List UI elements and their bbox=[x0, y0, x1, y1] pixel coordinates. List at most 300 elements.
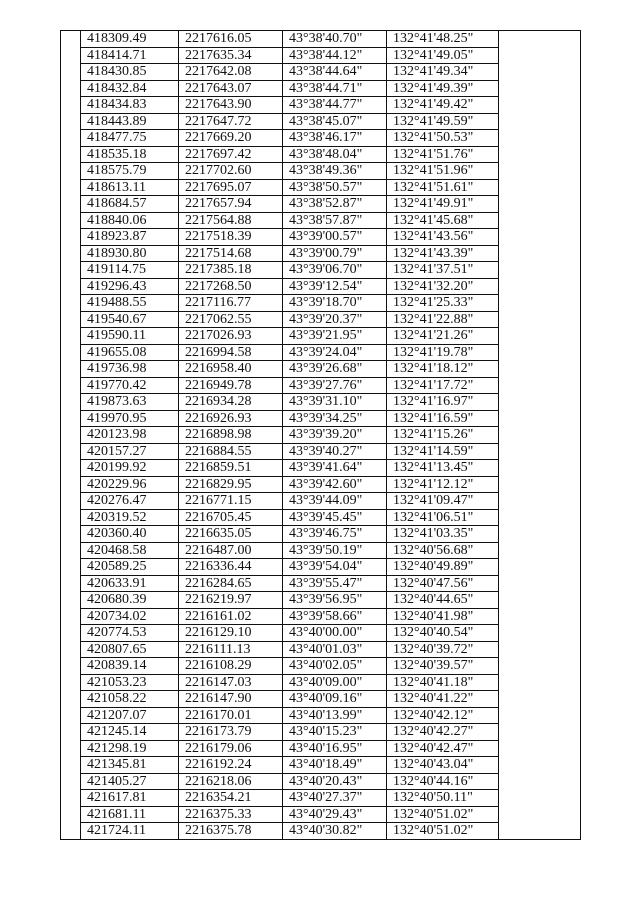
latitude-cell: 43°38'44.71" bbox=[283, 80, 387, 97]
x-coordinate-cell: 419770.42 bbox=[81, 377, 179, 394]
latitude-cell: 43°38'45.07" bbox=[283, 113, 387, 130]
table-row bbox=[61, 311, 581, 328]
longitude-cell: 132°41'21.26" bbox=[387, 328, 499, 345]
row-blank-left-cell bbox=[61, 641, 81, 658]
y-coordinate-cell: 2216375.33 bbox=[179, 806, 283, 823]
table-row bbox=[61, 674, 581, 691]
y-coordinate-cell: 2217026.93 bbox=[179, 328, 283, 345]
longitude-cell: 132°41'19.78" bbox=[387, 344, 499, 361]
latitude-cell: 43°38'48.04" bbox=[283, 146, 387, 163]
row-blank-right-cell bbox=[499, 361, 581, 378]
row-blank-right-cell bbox=[499, 575, 581, 592]
x-coordinate-cell: 418477.75 bbox=[81, 130, 179, 147]
row-blank-left-cell bbox=[61, 592, 81, 609]
table-row bbox=[61, 344, 581, 361]
row-blank-left-cell bbox=[61, 806, 81, 823]
x-coordinate-cell: 421681.11 bbox=[81, 806, 179, 823]
longitude-cell: 132°40'51.02" bbox=[387, 823, 499, 840]
latitude-cell: 43°39'31.10" bbox=[283, 394, 387, 411]
y-coordinate-cell: 2217643.90 bbox=[179, 97, 283, 114]
y-coordinate-cell: 2217616.05 bbox=[179, 31, 283, 48]
y-coordinate-cell: 2216173.79 bbox=[179, 724, 283, 741]
row-blank-right-cell bbox=[499, 229, 581, 246]
x-coordinate-cell: 419488.55 bbox=[81, 295, 179, 312]
latitude-cell: 43°40'27.37" bbox=[283, 790, 387, 807]
row-blank-right-cell bbox=[499, 740, 581, 757]
row-blank-left-cell bbox=[61, 658, 81, 675]
x-coordinate-cell: 418923.87 bbox=[81, 229, 179, 246]
x-coordinate-cell: 420734.02 bbox=[81, 608, 179, 625]
longitude-cell: 132°40'44.16" bbox=[387, 773, 499, 790]
longitude-cell: 132°41'03.35" bbox=[387, 526, 499, 543]
x-coordinate-cell: 421345.81 bbox=[81, 757, 179, 774]
x-coordinate-cell: 419114.75 bbox=[81, 262, 179, 279]
latitude-cell: 43°38'52.87" bbox=[283, 196, 387, 213]
longitude-cell: 132°41'18.12" bbox=[387, 361, 499, 378]
x-coordinate-cell: 419970.95 bbox=[81, 410, 179, 427]
x-coordinate-cell: 419590.11 bbox=[81, 328, 179, 345]
longitude-cell: 132°41'50.53" bbox=[387, 130, 499, 147]
longitude-cell: 132°40'42.47" bbox=[387, 740, 499, 757]
latitude-cell: 43°38'50.57" bbox=[283, 179, 387, 196]
y-coordinate-cell: 2217514.68 bbox=[179, 245, 283, 262]
latitude-cell: 43°38'44.77" bbox=[283, 97, 387, 114]
y-coordinate-cell: 2217669.20 bbox=[179, 130, 283, 147]
x-coordinate-cell: 418535.18 bbox=[81, 146, 179, 163]
longitude-cell: 132°41'17.72" bbox=[387, 377, 499, 394]
x-coordinate-cell: 418613.11 bbox=[81, 179, 179, 196]
x-coordinate-cell: 420199.92 bbox=[81, 460, 179, 477]
table-row bbox=[61, 328, 581, 345]
table-row bbox=[61, 80, 581, 97]
row-blank-right-cell bbox=[499, 773, 581, 790]
row-blank-left-cell bbox=[61, 625, 81, 642]
y-coordinate-cell: 2216934.28 bbox=[179, 394, 283, 411]
table-row bbox=[61, 658, 581, 675]
latitude-cell: 43°39'20.37" bbox=[283, 311, 387, 328]
latitude-cell: 43°39'21.95" bbox=[283, 328, 387, 345]
row-blank-left-cell bbox=[61, 757, 81, 774]
row-blank-left-cell bbox=[61, 443, 81, 460]
x-coordinate-cell: 420468.58 bbox=[81, 542, 179, 559]
latitude-cell: 43°39'54.04" bbox=[283, 559, 387, 576]
row-blank-left-cell bbox=[61, 229, 81, 246]
row-blank-right-cell bbox=[499, 559, 581, 576]
latitude-cell: 43°39'39.20" bbox=[283, 427, 387, 444]
table-row bbox=[61, 410, 581, 427]
row-blank-right-cell bbox=[499, 163, 581, 180]
table-row bbox=[61, 361, 581, 378]
x-coordinate-cell: 418575.79 bbox=[81, 163, 179, 180]
x-coordinate-cell: 420360.40 bbox=[81, 526, 179, 543]
x-coordinate-cell: 420633.91 bbox=[81, 575, 179, 592]
latitude-cell: 43°39'12.54" bbox=[283, 278, 387, 295]
row-blank-right-cell bbox=[499, 427, 581, 444]
latitude-cell: 43°39'55.47" bbox=[283, 575, 387, 592]
row-blank-right-cell bbox=[499, 493, 581, 510]
x-coordinate-cell: 419736.98 bbox=[81, 361, 179, 378]
y-coordinate-cell: 2216771.15 bbox=[179, 493, 283, 510]
latitude-cell: 43°39'40.27" bbox=[283, 443, 387, 460]
row-blank-left-cell bbox=[61, 311, 81, 328]
row-blank-right-cell bbox=[499, 757, 581, 774]
row-blank-right-cell bbox=[499, 146, 581, 163]
y-coordinate-cell: 2217647.72 bbox=[179, 113, 283, 130]
x-coordinate-cell: 420319.52 bbox=[81, 509, 179, 526]
table-row bbox=[61, 542, 581, 559]
latitude-cell: 43°38'57.87" bbox=[283, 212, 387, 229]
latitude-cell: 43°39'56.95" bbox=[283, 592, 387, 609]
row-blank-right-cell bbox=[499, 806, 581, 823]
x-coordinate-cell: 420807.65 bbox=[81, 641, 179, 658]
row-blank-left-cell bbox=[61, 724, 81, 741]
y-coordinate-cell: 2217643.07 bbox=[179, 80, 283, 97]
row-blank-right-cell bbox=[499, 526, 581, 543]
row-blank-left-cell bbox=[61, 163, 81, 180]
table-row bbox=[61, 460, 581, 477]
y-coordinate-cell: 2217116.77 bbox=[179, 295, 283, 312]
row-blank-left-cell bbox=[61, 295, 81, 312]
row-blank-left-cell bbox=[61, 790, 81, 807]
y-coordinate-cell: 2216147.03 bbox=[179, 674, 283, 691]
longitude-cell: 132°41'49.39" bbox=[387, 80, 499, 97]
longitude-cell: 132°40'40.54" bbox=[387, 625, 499, 642]
x-coordinate-cell: 420774.53 bbox=[81, 625, 179, 642]
x-coordinate-cell: 419540.67 bbox=[81, 311, 179, 328]
y-coordinate-cell: 2216375.78 bbox=[179, 823, 283, 840]
table-row bbox=[61, 823, 581, 840]
y-coordinate-cell: 2216111.13 bbox=[179, 641, 283, 658]
table-row bbox=[61, 146, 581, 163]
table-row bbox=[61, 740, 581, 757]
latitude-cell: 43°38'46.17" bbox=[283, 130, 387, 147]
row-blank-left-cell bbox=[61, 691, 81, 708]
row-blank-right-cell bbox=[499, 724, 581, 741]
y-coordinate-cell: 2216129.10 bbox=[179, 625, 283, 642]
row-blank-right-cell bbox=[499, 592, 581, 609]
longitude-cell: 132°41'37.51" bbox=[387, 262, 499, 279]
latitude-cell: 43°39'41.64" bbox=[283, 460, 387, 477]
longitude-cell: 132°40'43.04" bbox=[387, 757, 499, 774]
row-blank-right-cell bbox=[499, 542, 581, 559]
row-blank-left-cell bbox=[61, 559, 81, 576]
longitude-cell: 132°40'42.12" bbox=[387, 707, 499, 724]
y-coordinate-cell: 2216635.05 bbox=[179, 526, 283, 543]
y-coordinate-cell: 2216219.97 bbox=[179, 592, 283, 609]
y-coordinate-cell: 2216705.45 bbox=[179, 509, 283, 526]
table-row bbox=[61, 113, 581, 130]
x-coordinate-cell: 421617.81 bbox=[81, 790, 179, 807]
table-row bbox=[61, 295, 581, 312]
x-coordinate-cell: 420680.39 bbox=[81, 592, 179, 609]
row-blank-left-cell bbox=[61, 262, 81, 279]
y-coordinate-cell: 2216179.06 bbox=[179, 740, 283, 757]
latitude-cell: 43°39'42.60" bbox=[283, 476, 387, 493]
y-coordinate-cell: 2217642.08 bbox=[179, 64, 283, 81]
x-coordinate-cell: 418684.57 bbox=[81, 196, 179, 213]
row-blank-right-cell bbox=[499, 674, 581, 691]
row-blank-right-cell bbox=[499, 823, 581, 840]
row-blank-left-cell bbox=[61, 823, 81, 840]
y-coordinate-cell: 2216994.58 bbox=[179, 344, 283, 361]
y-coordinate-cell: 2216926.93 bbox=[179, 410, 283, 427]
latitude-cell: 43°38'40.70" bbox=[283, 31, 387, 48]
table-row bbox=[61, 757, 581, 774]
row-blank-right-cell bbox=[499, 113, 581, 130]
table-row bbox=[61, 245, 581, 262]
longitude-cell: 132°41'49.42" bbox=[387, 97, 499, 114]
latitude-cell: 43°40'29.43" bbox=[283, 806, 387, 823]
table-row bbox=[61, 559, 581, 576]
y-coordinate-cell: 2217635.34 bbox=[179, 47, 283, 64]
longitude-cell: 132°41'51.96" bbox=[387, 163, 499, 180]
row-blank-right-cell bbox=[499, 625, 581, 642]
latitude-cell: 43°40'01.03" bbox=[283, 641, 387, 658]
row-blank-left-cell bbox=[61, 113, 81, 130]
x-coordinate-cell: 421053.23 bbox=[81, 674, 179, 691]
row-blank-left-cell bbox=[61, 542, 81, 559]
row-blank-left-cell bbox=[61, 146, 81, 163]
y-coordinate-cell: 2216192.24 bbox=[179, 757, 283, 774]
latitude-cell: 43°38'49.36" bbox=[283, 163, 387, 180]
table-row bbox=[61, 196, 581, 213]
y-coordinate-cell: 2216949.78 bbox=[179, 377, 283, 394]
longitude-cell: 132°41'06.51" bbox=[387, 509, 499, 526]
longitude-cell: 132°40'41.22" bbox=[387, 691, 499, 708]
row-blank-left-cell bbox=[61, 427, 81, 444]
latitude-cell: 43°40'30.82" bbox=[283, 823, 387, 840]
table-row bbox=[61, 476, 581, 493]
row-blank-left-cell bbox=[61, 80, 81, 97]
table-row bbox=[61, 608, 581, 625]
longitude-cell: 132°40'39.72" bbox=[387, 641, 499, 658]
longitude-cell: 132°41'16.97" bbox=[387, 394, 499, 411]
y-coordinate-cell: 2217702.60 bbox=[179, 163, 283, 180]
row-blank-right-cell bbox=[499, 377, 581, 394]
latitude-cell: 43°39'00.79" bbox=[283, 245, 387, 262]
latitude-cell: 43°40'09.16" bbox=[283, 691, 387, 708]
row-blank-left-cell bbox=[61, 394, 81, 411]
y-coordinate-cell: 2217062.55 bbox=[179, 311, 283, 328]
latitude-cell: 43°39'50.19" bbox=[283, 542, 387, 559]
longitude-cell: 132°40'56.68" bbox=[387, 542, 499, 559]
longitude-cell: 132°41'13.45" bbox=[387, 460, 499, 477]
row-blank-right-cell bbox=[499, 344, 581, 361]
row-blank-left-cell bbox=[61, 212, 81, 229]
row-blank-left-cell bbox=[61, 493, 81, 510]
longitude-cell: 132°41'49.59" bbox=[387, 113, 499, 130]
table-row bbox=[61, 427, 581, 444]
latitude-cell: 43°40'00.00" bbox=[283, 625, 387, 642]
table-row bbox=[61, 443, 581, 460]
table-row bbox=[61, 394, 581, 411]
row-blank-left-cell bbox=[61, 278, 81, 295]
longitude-cell: 132°41'48.25" bbox=[387, 31, 499, 48]
row-blank-right-cell bbox=[499, 64, 581, 81]
table-row bbox=[61, 97, 581, 114]
y-coordinate-cell: 2216859.51 bbox=[179, 460, 283, 477]
row-blank-left-cell bbox=[61, 575, 81, 592]
longitude-cell: 132°40'51.02" bbox=[387, 806, 499, 823]
row-blank-left-cell bbox=[61, 460, 81, 477]
table-row bbox=[61, 64, 581, 81]
latitude-cell: 43°38'44.64" bbox=[283, 64, 387, 81]
row-blank-right-cell bbox=[499, 295, 581, 312]
x-coordinate-cell: 421058.22 bbox=[81, 691, 179, 708]
table-row bbox=[61, 691, 581, 708]
table-row bbox=[61, 575, 581, 592]
row-blank-right-cell bbox=[499, 608, 581, 625]
longitude-cell: 132°41'49.34" bbox=[387, 64, 499, 81]
table-row bbox=[61, 31, 581, 48]
y-coordinate-cell: 2216336.44 bbox=[179, 559, 283, 576]
table-row bbox=[61, 773, 581, 790]
coordinates-table bbox=[60, 30, 581, 840]
row-blank-right-cell bbox=[499, 31, 581, 48]
row-blank-right-cell bbox=[499, 212, 581, 229]
table-row bbox=[61, 806, 581, 823]
longitude-cell: 132°41'45.68" bbox=[387, 212, 499, 229]
y-coordinate-cell: 2217268.50 bbox=[179, 278, 283, 295]
row-blank-right-cell bbox=[499, 460, 581, 477]
longitude-cell: 132°41'25.33" bbox=[387, 295, 499, 312]
longitude-cell: 132°41'09.47" bbox=[387, 493, 499, 510]
table-row bbox=[61, 179, 581, 196]
row-blank-right-cell bbox=[499, 179, 581, 196]
x-coordinate-cell: 418443.89 bbox=[81, 113, 179, 130]
y-coordinate-cell: 2216284.65 bbox=[179, 575, 283, 592]
y-coordinate-cell: 2217695.07 bbox=[179, 179, 283, 196]
x-coordinate-cell: 418434.83 bbox=[81, 97, 179, 114]
row-blank-left-cell bbox=[61, 31, 81, 48]
table-row bbox=[61, 625, 581, 642]
longitude-cell: 132°41'12.12" bbox=[387, 476, 499, 493]
y-coordinate-cell: 2216829.95 bbox=[179, 476, 283, 493]
row-blank-right-cell bbox=[499, 47, 581, 64]
latitude-cell: 43°38'44.12" bbox=[283, 47, 387, 64]
table-row bbox=[61, 163, 581, 180]
x-coordinate-cell: 421245.14 bbox=[81, 724, 179, 741]
row-blank-right-cell bbox=[499, 97, 581, 114]
latitude-cell: 43°40'13.99" bbox=[283, 707, 387, 724]
y-coordinate-cell: 2216958.40 bbox=[179, 361, 283, 378]
table-row bbox=[61, 790, 581, 807]
y-coordinate-cell: 2217385.18 bbox=[179, 262, 283, 279]
latitude-cell: 43°40'02.05" bbox=[283, 658, 387, 675]
row-blank-left-cell bbox=[61, 97, 81, 114]
x-coordinate-cell: 420589.25 bbox=[81, 559, 179, 576]
longitude-cell: 132°41'43.56" bbox=[387, 229, 499, 246]
row-blank-left-cell bbox=[61, 196, 81, 213]
x-coordinate-cell: 419873.63 bbox=[81, 394, 179, 411]
x-coordinate-cell: 421298.19 bbox=[81, 740, 179, 757]
longitude-cell: 132°41'14.59" bbox=[387, 443, 499, 460]
row-blank-left-cell bbox=[61, 130, 81, 147]
x-coordinate-cell: 420123.98 bbox=[81, 427, 179, 444]
longitude-cell: 132°40'39.57" bbox=[387, 658, 499, 675]
y-coordinate-cell: 2217657.94 bbox=[179, 196, 283, 213]
x-coordinate-cell: 418432.84 bbox=[81, 80, 179, 97]
longitude-cell: 132°40'49.89" bbox=[387, 559, 499, 576]
latitude-cell: 43°39'34.25" bbox=[283, 410, 387, 427]
latitude-cell: 43°39'18.70" bbox=[283, 295, 387, 312]
y-coordinate-cell: 2216218.06 bbox=[179, 773, 283, 790]
x-coordinate-cell: 420839.14 bbox=[81, 658, 179, 675]
table-row bbox=[61, 707, 581, 724]
row-blank-left-cell bbox=[61, 179, 81, 196]
row-blank-right-cell bbox=[499, 509, 581, 526]
row-blank-left-cell bbox=[61, 674, 81, 691]
row-blank-right-cell bbox=[499, 443, 581, 460]
row-blank-right-cell bbox=[499, 311, 581, 328]
y-coordinate-cell: 2216170.01 bbox=[179, 707, 283, 724]
longitude-cell: 132°41'49.91" bbox=[387, 196, 499, 213]
table-row bbox=[61, 262, 581, 279]
row-blank-left-cell bbox=[61, 245, 81, 262]
latitude-cell: 43°39'46.75" bbox=[283, 526, 387, 543]
longitude-cell: 132°41'51.76" bbox=[387, 146, 499, 163]
row-blank-left-cell bbox=[61, 509, 81, 526]
row-blank-left-cell bbox=[61, 608, 81, 625]
latitude-cell: 43°39'00.57" bbox=[283, 229, 387, 246]
row-blank-right-cell bbox=[499, 476, 581, 493]
x-coordinate-cell: 420229.96 bbox=[81, 476, 179, 493]
latitude-cell: 43°40'16.95" bbox=[283, 740, 387, 757]
table-row bbox=[61, 526, 581, 543]
longitude-cell: 132°41'49.05" bbox=[387, 47, 499, 64]
row-blank-right-cell bbox=[499, 790, 581, 807]
row-blank-left-cell bbox=[61, 526, 81, 543]
latitude-cell: 43°39'06.70" bbox=[283, 262, 387, 279]
longitude-cell: 132°40'41.18" bbox=[387, 674, 499, 691]
x-coordinate-cell: 418930.80 bbox=[81, 245, 179, 262]
longitude-cell: 132°41'22.88" bbox=[387, 311, 499, 328]
table-row bbox=[61, 724, 581, 741]
x-coordinate-cell: 420276.47 bbox=[81, 493, 179, 510]
y-coordinate-cell: 2217697.42 bbox=[179, 146, 283, 163]
latitude-cell: 43°39'45.45" bbox=[283, 509, 387, 526]
table-row bbox=[61, 47, 581, 64]
row-blank-right-cell bbox=[499, 196, 581, 213]
row-blank-right-cell bbox=[499, 328, 581, 345]
row-blank-left-cell bbox=[61, 328, 81, 345]
longitude-cell: 132°41'43.39" bbox=[387, 245, 499, 262]
latitude-cell: 43°39'27.76" bbox=[283, 377, 387, 394]
row-blank-right-cell bbox=[499, 691, 581, 708]
table-row bbox=[61, 212, 581, 229]
row-blank-left-cell bbox=[61, 377, 81, 394]
row-blank-left-cell bbox=[61, 344, 81, 361]
longitude-cell: 132°41'32.20" bbox=[387, 278, 499, 295]
table-row bbox=[61, 377, 581, 394]
table-row bbox=[61, 493, 581, 510]
row-blank-right-cell bbox=[499, 245, 581, 262]
y-coordinate-cell: 2216108.29 bbox=[179, 658, 283, 675]
x-coordinate-cell: 418309.49 bbox=[81, 31, 179, 48]
latitude-cell: 43°40'20.43" bbox=[283, 773, 387, 790]
latitude-cell: 43°39'58.66" bbox=[283, 608, 387, 625]
longitude-cell: 132°41'51.61" bbox=[387, 179, 499, 196]
x-coordinate-cell: 421724.11 bbox=[81, 823, 179, 840]
row-blank-right-cell bbox=[499, 658, 581, 675]
longitude-cell: 132°40'42.27" bbox=[387, 724, 499, 741]
latitude-cell: 43°40'09.00" bbox=[283, 674, 387, 691]
y-coordinate-cell: 2217518.39 bbox=[179, 229, 283, 246]
x-coordinate-cell: 420157.27 bbox=[81, 443, 179, 460]
longitude-cell: 132°40'47.56" bbox=[387, 575, 499, 592]
longitude-cell: 132°40'44.65" bbox=[387, 592, 499, 609]
row-blank-left-cell bbox=[61, 773, 81, 790]
